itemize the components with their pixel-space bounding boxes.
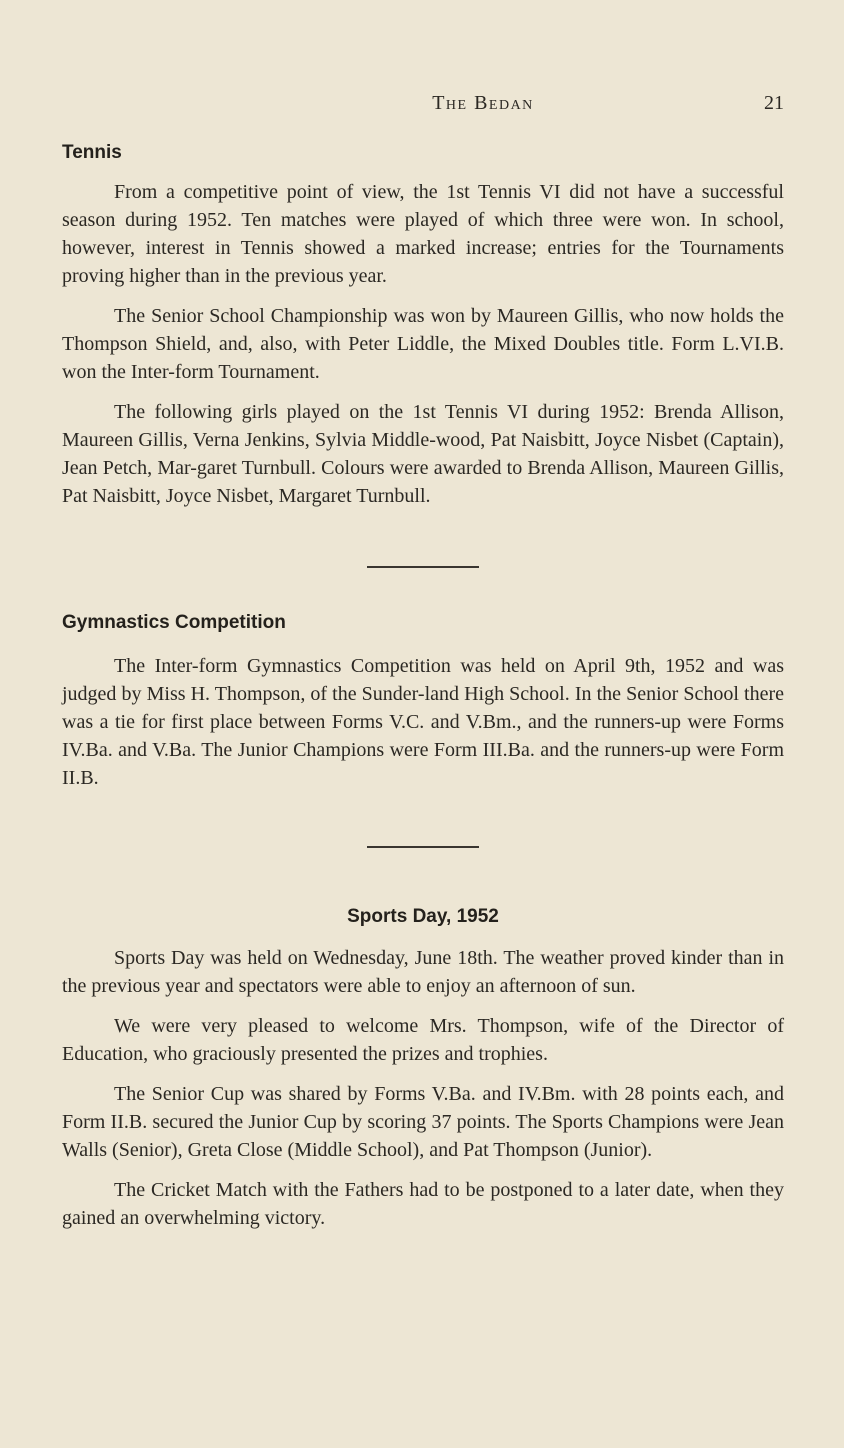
running-title: The Bedan bbox=[432, 92, 534, 114]
section-gymnastics bbox=[62, 612, 784, 792]
paragraph: The Senior School Championship was won by Maureen Gillis, who now holds the Thompson Shield, and, also, with Peter Liddle, the Mixed Doubles title. Form L.VI.B. won the Inter-form Tournament. bbox=[62, 305, 784, 383]
section-heading: Tennis bbox=[62, 142, 122, 163]
paragraph: The Inter-form Gymnastics Competition was held on April 9th, 1952 and was judged by Miss H. Thompson, of the Sunder-land High School. In the Senior School there was a tie for first place between Forms V.C. and V.Bm., and the runners-up were Forms IV.Ba. and V.Ba. The Junior Champions were Form III.Ba. and the runners-up were Form II.B. bbox=[62, 655, 784, 789]
section-divider bbox=[367, 566, 479, 568]
section-heading: Sports Day, 1952 bbox=[347, 906, 499, 927]
paragraph: Sports Day was held on Wednesday, June 18th. The weather proved kinder than in the previous year and spectators were able to enjoy an afternoon of sun. bbox=[62, 947, 784, 997]
section-sports-day bbox=[62, 906, 784, 1232]
paragraph: The following girls played on the 1st Tennis VI during 1952: Brenda Allison, Maureen Gillis, Verna Jenkins, Sylvia Middle-wood, Pat Naisbitt, Joyce Nisbet (Captain), Jean Petch, Mar-garet Turnbull. Colours were awarded to Brenda Allison, Maureen Gillis, Pat Naisbitt, Joyce Nisbet, Margaret Turnbull. bbox=[62, 401, 784, 507]
paragraph: We were very pleased to welcome Mrs. Thompson, wife of the Director of Education, who graciously presented the prizes and trophies. bbox=[62, 1015, 784, 1065]
paragraph: The Cricket Match with the Fathers had to be postponed to a later date, when they gained an overwhelming victory. bbox=[62, 1179, 784, 1229]
section-tennis bbox=[62, 142, 784, 510]
paragraph: The Senior Cup was shared by Forms V.Ba. and IV.Bm. with 28 points each, and Form II.B. secured the Junior Cup by scoring 37 points. The Sports Champions were Jean Walls (Senior), Greta Close (Middle School), and Pat Thompson (Junior). bbox=[62, 1083, 784, 1161]
document-page bbox=[62, 92, 784, 1232]
paragraph: From a competitive point of view, the 1st Tennis VI did not have a successful season during 1952. Ten matches were played of which three were won. In school, however, interest in Tennis showed a marked increase; entries for the Tournaments proving higher than in the previous year. bbox=[62, 181, 784, 287]
section-divider bbox=[367, 846, 479, 848]
running-header bbox=[62, 92, 784, 132]
page-number: 21 bbox=[764, 92, 784, 114]
section-heading: Gymnastics Competition bbox=[62, 612, 286, 633]
